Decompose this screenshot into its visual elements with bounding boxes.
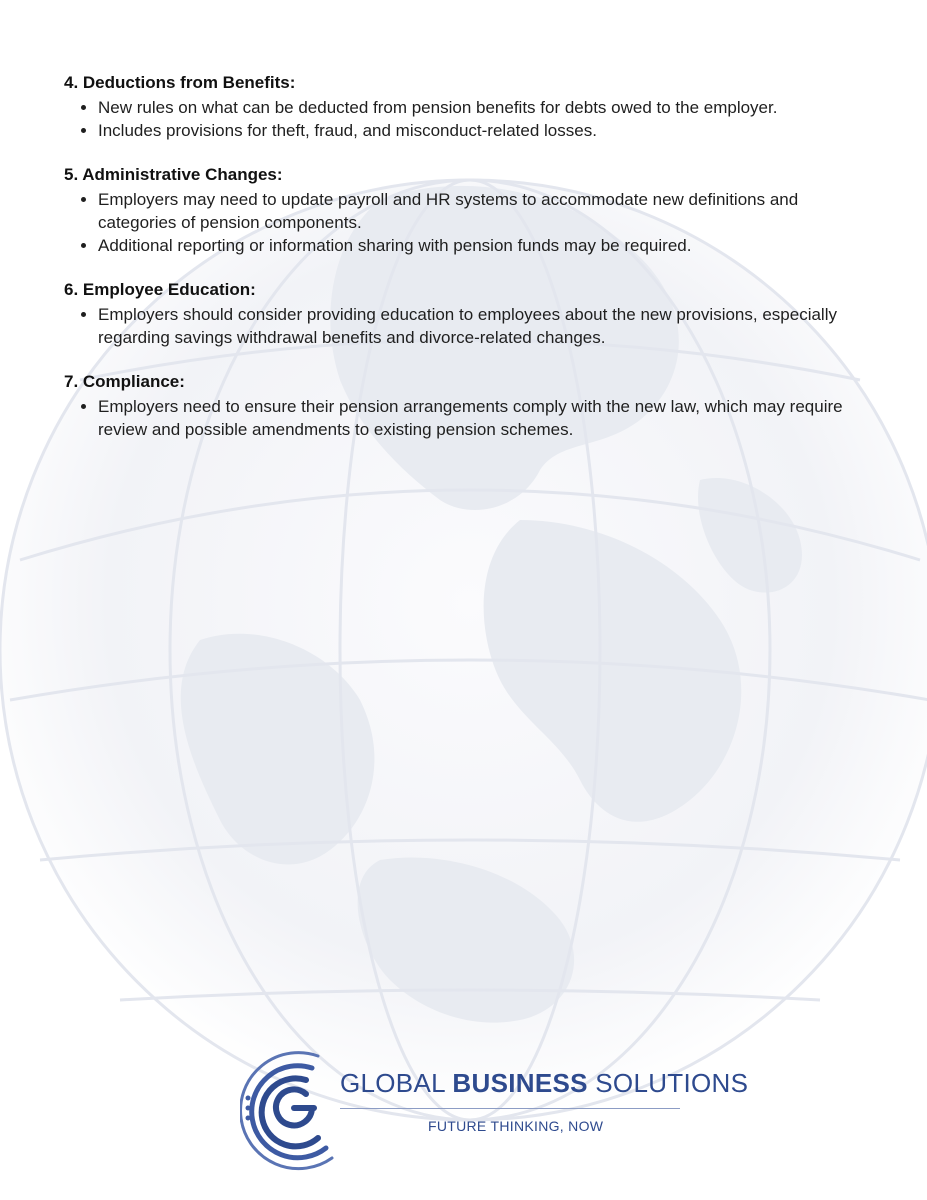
section-deductions (64, 72, 874, 142)
list-item: • Employers need to ensure their pension arrangements comply with the new law, which may require review and possible amendments to existing pension schemes. (98, 395, 874, 441)
logo-company-name (340, 1068, 748, 1099)
section-title: 4. Deductions from Benefits: (64, 73, 296, 92)
bullet-list (64, 395, 874, 441)
logo-mark-icon (240, 1046, 350, 1171)
company-logo (240, 1046, 749, 1176)
logo-tagline: FUTURE THINKING, NOW (428, 1118, 604, 1134)
section-administrative-changes (64, 164, 874, 257)
section-title: 6. Employee Education: (64, 280, 256, 299)
logo-word-business: BUSINESS (452, 1068, 588, 1098)
section-employee-education (64, 279, 874, 349)
list-item: • Employers may need to update payroll and HR systems to accommodate new definitions and categories of pension components. (98, 188, 874, 234)
list-item: • New rules on what can be deducted from pension benefits for debts owed to the employer. (98, 96, 874, 119)
logo-word-global: GLOBAL (340, 1068, 445, 1098)
section-title: 5. Administrative Changes: (64, 165, 283, 184)
list-item: • Includes provisions for theft, fraud, and misconduct-related losses. (98, 119, 874, 142)
logo-word-solutions: SOLUTIONS (595, 1068, 749, 1098)
section-title: 7. Compliance: (64, 372, 185, 391)
bullet-list (64, 96, 874, 142)
document-body (64, 72, 874, 463)
section-compliance (64, 371, 874, 441)
list-item: • Employers should consider providing education to employees about the new provisions, especially regarding savings withdrawal benefits and divorce-related changes. (98, 303, 874, 349)
bullet-list (64, 303, 874, 349)
list-item: • Additional reporting or information sharing with pension funds may be required. (98, 234, 874, 257)
logo-divider (340, 1108, 680, 1109)
bullet-list (64, 188, 874, 257)
